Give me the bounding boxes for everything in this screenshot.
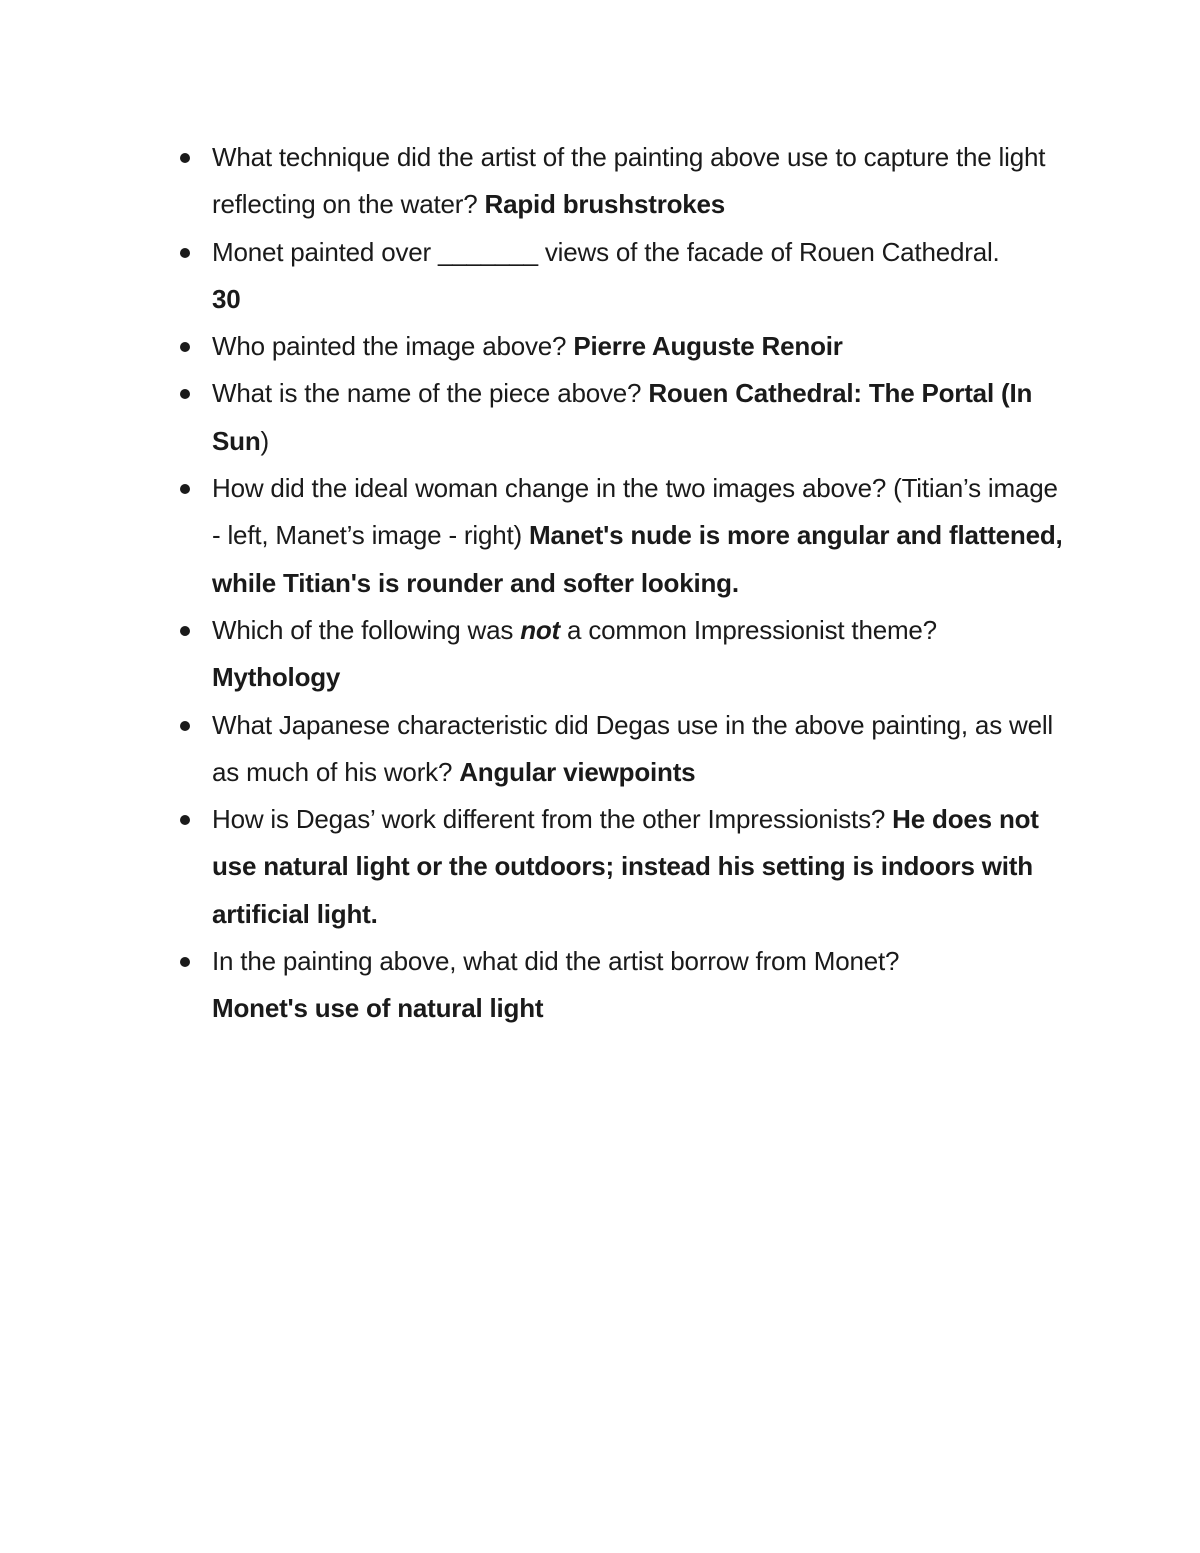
question-text-continued: a common Impressionist theme? (560, 614, 937, 645)
question-text: In the painting above, what did the artist borrow from Monet? (212, 946, 900, 977)
bullet-icon (180, 389, 190, 399)
list-item (172, 370, 1072, 465)
answer-text: Rouen Cathedral: The Portal (In Sun (212, 378, 1033, 456)
bullet-icon (180, 248, 190, 258)
list-item (172, 323, 1072, 370)
question-text: Which of the following was (212, 614, 521, 645)
list-item (172, 796, 1072, 938)
answer-text: Manet's nude is more angular and flattened, while Titian's is rounder and softer looking. (212, 520, 1063, 598)
list-item (172, 134, 1072, 229)
bullet-icon (180, 721, 190, 731)
answer-text: Angular viewpoints (459, 756, 696, 787)
question-text: Who painted the image above? (212, 331, 574, 362)
list-item (172, 607, 1072, 702)
answer-text: He does not use natural light or the outdoors; instead his setting is indoors with artificial light. (212, 804, 1039, 929)
answer-text: Pierre Auguste Renoir (573, 331, 843, 362)
bullet-icon (180, 815, 190, 825)
question-text: What Japanese characteristic did Degas use in the above painting, as well as much of his work? (212, 709, 1054, 787)
list-item (172, 229, 1072, 324)
question-list (172, 134, 1072, 1033)
bullet-icon (180, 342, 190, 352)
question-text: What technique did the artist of the painting above use to capture the light reflecting on the water? (212, 142, 1046, 220)
bullet-icon (180, 957, 190, 967)
bullet-icon (180, 153, 190, 163)
list-item (172, 938, 1072, 1033)
list-item (172, 465, 1072, 607)
closing-parenthesis: ) (260, 425, 269, 456)
answer-text: Rapid brushstrokes (484, 189, 726, 220)
question-text: How did the ideal woman change in the two images above? (Titian’s image - left, Manet’s image - right) (212, 473, 1058, 551)
list-item (172, 702, 1072, 797)
answer-text: Mythology (212, 662, 341, 693)
answer-text: Monet's use of natural light (212, 993, 544, 1024)
emphasis-text: not (520, 614, 561, 645)
question-text: What is the name of the piece above? (212, 378, 649, 409)
answer-text: 30 (212, 283, 241, 314)
bullet-icon (180, 626, 190, 636)
question-text: How is Degas’ work different from the other Impressionists? (212, 804, 893, 835)
bullet-icon (180, 484, 190, 494)
question-text: Monet painted over _______ views of the facade of Rouen Cathedral. (212, 236, 1000, 267)
